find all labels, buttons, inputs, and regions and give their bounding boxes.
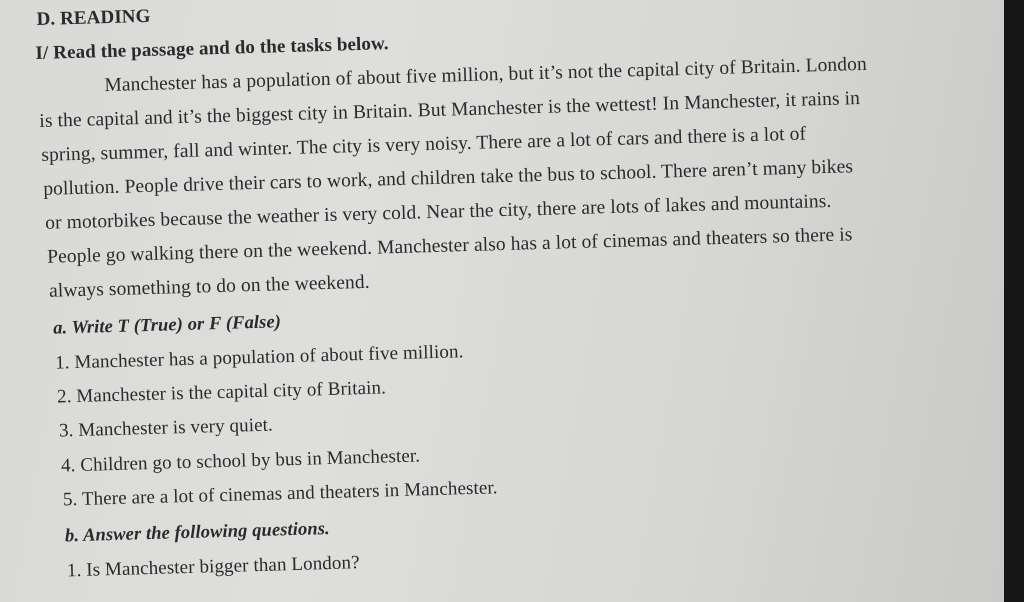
question-item: 1. Is Manchester bigger than London? (66, 552, 360, 582)
passage-line: Manchester has a population of about five million, but it’s not the capital city of Britain. London (104, 53, 868, 97)
passage-line: spring, summer, fall and winter. The city is very noisy. There are a lot of cars and there is a lot of (41, 123, 807, 166)
statement-item: 3. Manchester is very quiet. (58, 414, 274, 442)
statement-item: 2. Manchester is the capital city of Britain. (56, 377, 387, 408)
part-a-title: a. Write T (True) or F (False) (52, 312, 282, 339)
task-title: I/ Read the passage and do the tasks below. (35, 33, 389, 65)
statement-item: 5. There are a lot of cinemas and theaters in Manchester. (62, 477, 498, 511)
statement-item: 1. Manchester has a population of about five million. (54, 341, 464, 374)
part-b-title: b. Answer the following questions. (64, 519, 331, 547)
passage-line: or motorbikes because the weather is very cold. Near the city, there are lots of lakes and mountains. (44, 190, 832, 234)
statement-item: 4. Children go to school by bus in Manchester. (60, 445, 421, 477)
passage-line: pollution. People drive their cars to work, and children take the bus to school. There aren’t many bikes (43, 156, 854, 200)
passage-line: always something to do on the weekend. (48, 271, 370, 302)
section-heading: D. READING (36, 5, 151, 30)
passage-line: People go walking there on the weekend. Manchester also has a lot of cinemas and theaters so there is (46, 224, 853, 268)
passage-line: is the capital and it’s the biggest city in Britain. But Manchester is the wettest! In Manchester, it rains in (39, 88, 861, 132)
